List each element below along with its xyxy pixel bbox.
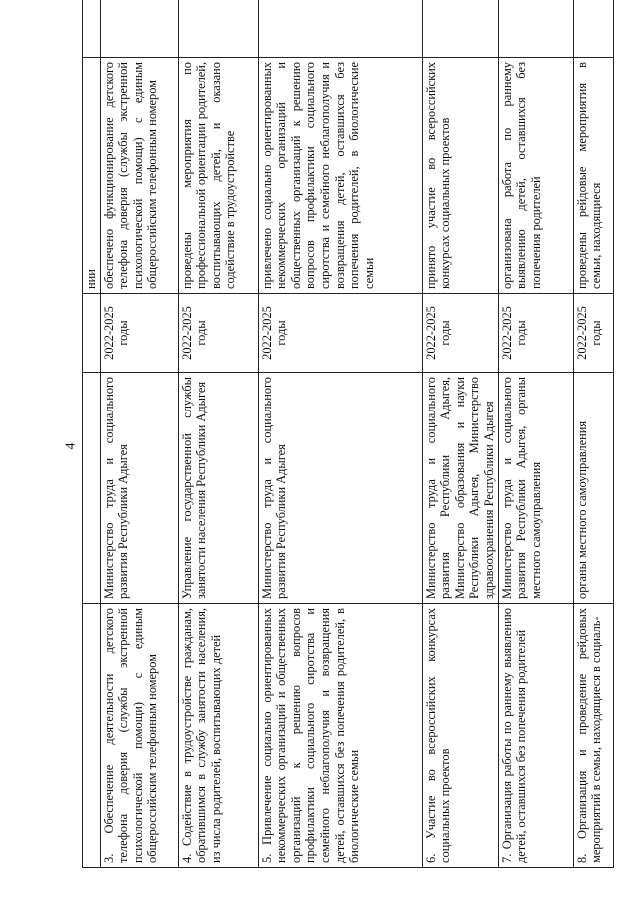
page-number: 4 <box>63 442 79 450</box>
executor-cell: Министерство труда и социального развития Республики Адыгея <box>258 373 422 604</box>
extra-cell <box>498 0 573 58</box>
extra-cell <box>83 0 101 58</box>
extra-cell <box>573 0 613 58</box>
measure-cell: 6. Участие во всероссийских конкурсах социальных проектов <box>422 604 498 868</box>
term-cell <box>83 294 101 373</box>
table-row <box>498 0 573 868</box>
table-row <box>83 0 101 868</box>
result-cell: проведены мероприятия по профессиональной ориентации родителей, воспитывающих детей, и оказано содействие в трудоустройстве <box>178 58 258 294</box>
result-cell: организована работа по раннему выявлению детей, оставшихся без попечения родителей <box>498 58 573 294</box>
executor-cell <box>83 373 101 604</box>
term-cell: 2022-2025 годы <box>100 294 178 373</box>
result-cell: принято участие во всероссийских конкурсах социальных проектов <box>422 58 498 294</box>
measure-cell: 3. Обеспечение деятельности детского телефона доверия (службы экстренной психологической помощи) с единым общероссийским телефонным номером <box>100 604 178 868</box>
extra-cell <box>422 0 498 58</box>
result-cell: нии <box>83 58 101 294</box>
table-row <box>178 0 258 868</box>
measure-cell: 4. Содействие в трудоустройстве гражданам, обратившимся в службу занятости населения, из числа родителей, воспитывающих детей <box>178 604 258 868</box>
extra-cell <box>100 0 178 58</box>
executor-cell: Министерство труда и социального развития Республики Адыгея, органы местного самоуправления <box>498 373 573 604</box>
term-cell: 2022-2025 годы <box>258 294 422 373</box>
executor-cell: Министерство труда и социального развития Республики Адыгея <box>100 373 178 604</box>
executor-cell: Министерство труда и социального развития Республики Адыгея, Министерство образования и науки Республики Адыгея, Министерство здравоохранения Республики Адыгея <box>422 373 498 604</box>
result-cell: обеспечено функционирование детского телефона доверия (службы экстренной психологической помощи) с единым общероссийским телефонным номером <box>100 58 178 294</box>
measures-table <box>82 0 614 868</box>
executor-cell: органы местного самоуправления <box>573 373 613 604</box>
term-cell: 2022-2025 годы <box>178 294 258 373</box>
term-cell: 2022-2025 годы <box>498 294 573 373</box>
table-row <box>100 0 178 868</box>
measure-cell: 7. Организация работы по раннему выявлению детей, оставшихся без попечения родителей <box>498 604 573 868</box>
result-cell: привлечено социально ориентированных некоммерческих организаций и общественных организаций к решению вопросов профилактики социального сиротства и семейного неблагополучия и возвращения детей, оставшихся без попечения родителей, в биологические семьи <box>258 58 422 294</box>
table-row <box>258 0 422 868</box>
term-cell: 2022-2025 годы <box>422 294 498 373</box>
result-cell: проведены рейдовые мероприятия в семьи, находящиеся <box>573 58 613 294</box>
table-row <box>422 0 498 868</box>
measure-cell: 8. Организация и проведение рейдовых мероприятий в семьи, находящиеся в социаль- <box>573 604 613 868</box>
table-row <box>573 0 613 868</box>
executor-cell: Управление государственной службы занятости населения Республики Адыгея <box>178 373 258 604</box>
measure-cell <box>83 604 101 868</box>
rotated-page-content <box>82 38 612 868</box>
measure-cell: 5. Привлечение социально ориентированных некоммерческих организаций и общественных организаций к решению вопросов профилактики социального сиротства и семейного неблагополучия и возвращения детей, оставшихся без попечения родителей, в биологические семьи <box>258 604 422 868</box>
extra-cell <box>178 0 258 58</box>
term-cell: 2022-2025 годы <box>573 294 613 373</box>
extra-cell <box>258 0 422 58</box>
